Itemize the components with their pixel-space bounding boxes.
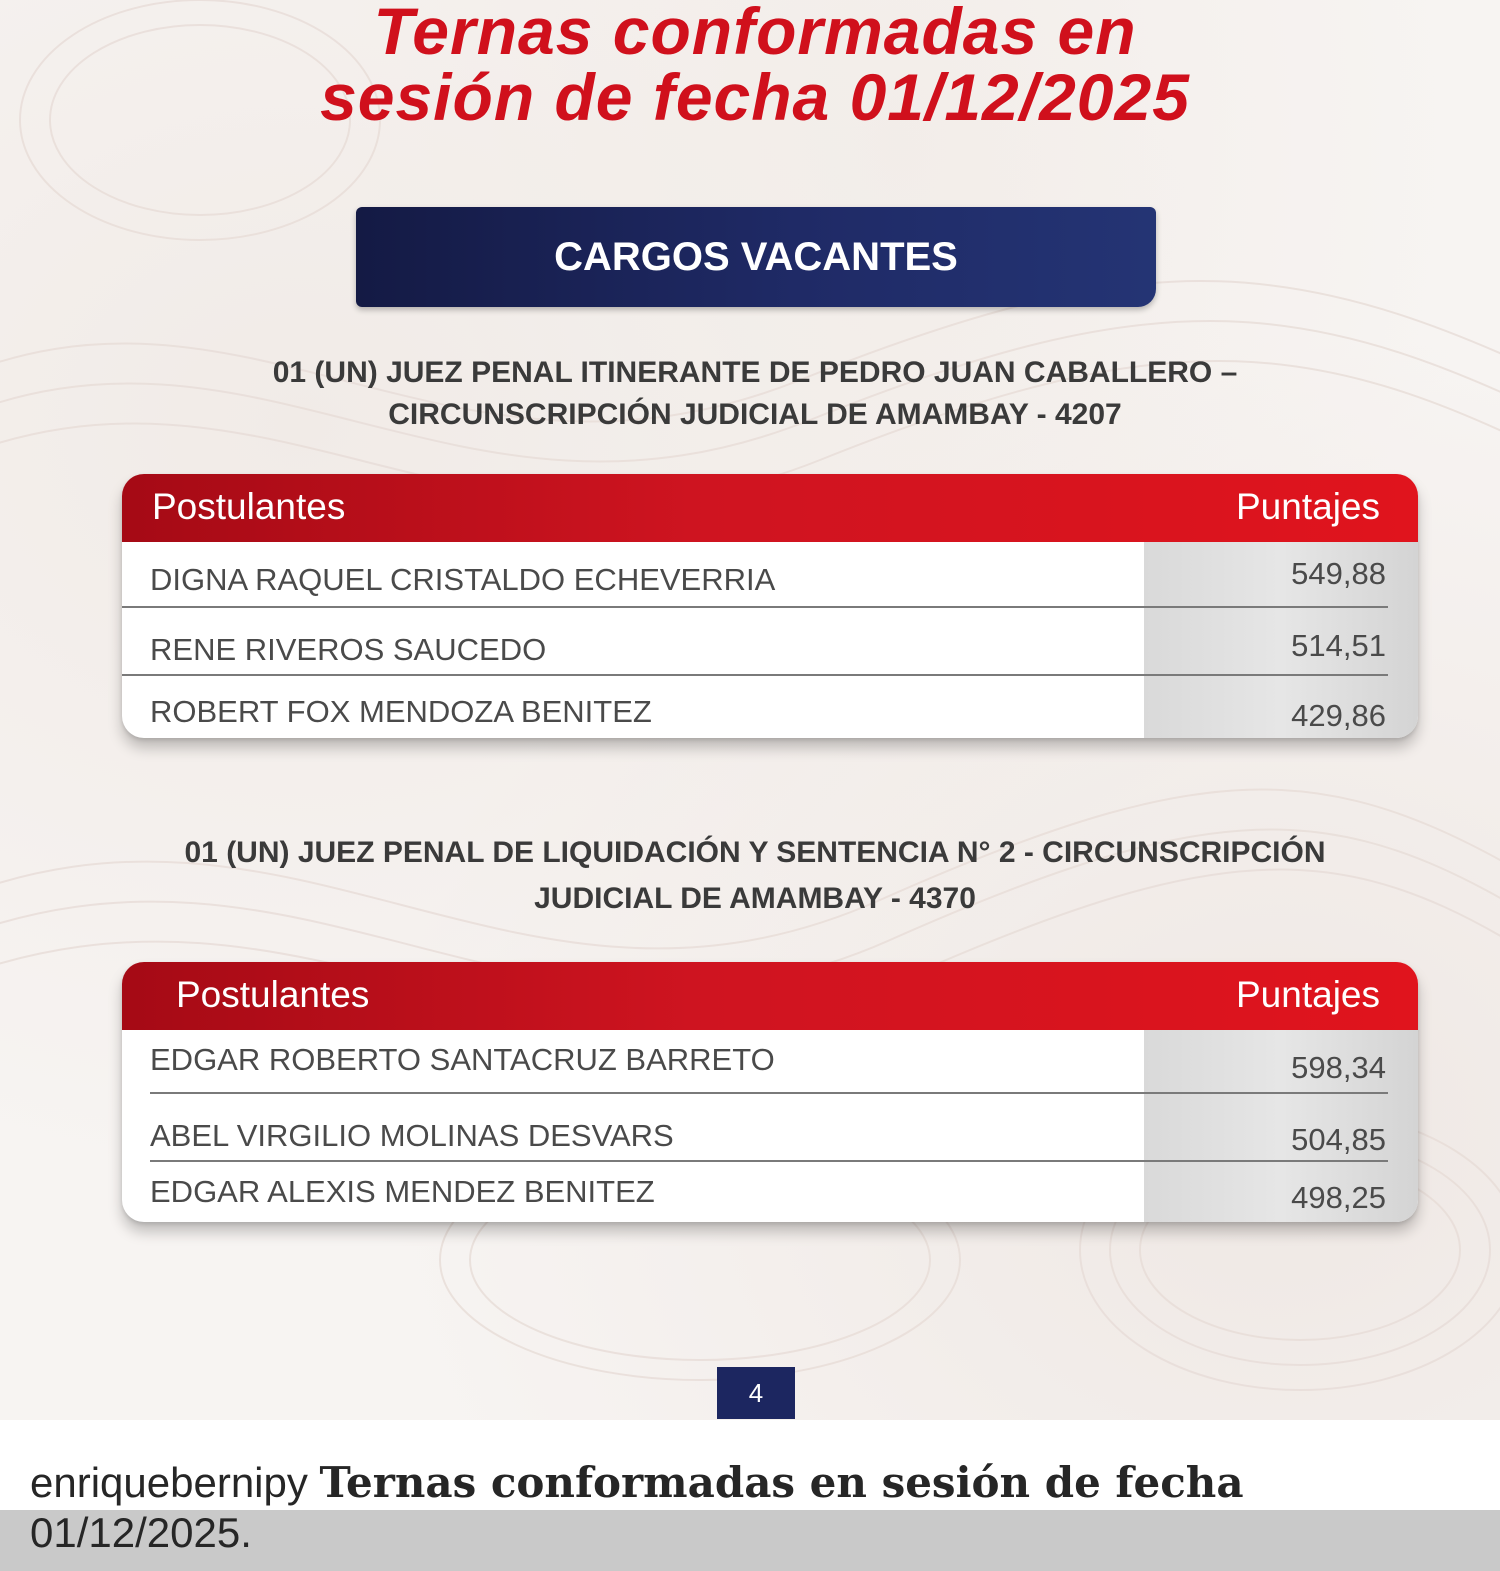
candidate-score: 514,51 bbox=[1291, 628, 1386, 663]
cargos-vacantes-banner: CARGOS VACANTES bbox=[356, 207, 1156, 307]
caption-text: Ternas conformadas en sesión de fecha bbox=[319, 1458, 1244, 1507]
header-puntajes: Puntajes bbox=[1236, 486, 1380, 527]
page-number: 4 bbox=[717, 1367, 795, 1419]
cargo-title-1-line-2: CIRCUNSCRIPCIÓN JUDICIAL DE AMAMBAY - 4207 bbox=[388, 398, 1122, 431]
cargo-title-1-line-1: 01 (UN) JUEZ PENAL ITINERANTE DE PEDRO JUAN CABALLERO – bbox=[272, 356, 1238, 389]
candidate-score: 504,85 bbox=[1291, 1122, 1386, 1157]
candidate-score: 549,88 bbox=[1291, 556, 1386, 591]
candidate-name: EDGAR ROBERTO SANTACRUZ BARRETO bbox=[150, 1042, 775, 1077]
table-row bbox=[122, 1094, 1418, 1162]
candidates-table-1 bbox=[122, 474, 1418, 738]
candidate-name: EDGAR ALEXIS MENDEZ BENITEZ bbox=[150, 1174, 655, 1209]
table-header bbox=[122, 474, 1418, 542]
header-postulantes: Postulantes bbox=[176, 974, 370, 1015]
cargo-title-1 bbox=[100, 352, 1410, 436]
header-puntajes: Puntajes bbox=[1236, 974, 1380, 1015]
table-row bbox=[122, 1162, 1418, 1222]
candidate-name: ROBERT FOX MENDOZA BENITEZ bbox=[150, 694, 652, 729]
candidates-table-2 bbox=[122, 962, 1418, 1222]
table-header bbox=[122, 962, 1418, 1030]
table-body bbox=[122, 542, 1418, 738]
candidate-score: 498,25 bbox=[1291, 1180, 1386, 1215]
post-caption bbox=[30, 1458, 1470, 1558]
caption-text-line-2: 01/12/2025. bbox=[30, 1509, 252, 1556]
table-body bbox=[122, 1030, 1418, 1222]
table-row bbox=[122, 542, 1418, 608]
title-line-1: Ternas conformadas en bbox=[373, 0, 1137, 68]
table-row bbox=[122, 608, 1418, 676]
candidate-name: RENE RIVEROS SAUCEDO bbox=[150, 632, 547, 667]
header-postulantes: Postulantes bbox=[152, 486, 346, 527]
cargo-title-2-line-1: 01 (UN) JUEZ PENAL DE LIQUIDACIÓN Y SENTENCIA N° 2 - CIRCUNSCRIPCIÓN bbox=[184, 836, 1326, 869]
cargo-title-2 bbox=[100, 830, 1410, 922]
title-line-2: sesión de fecha 01/12/2025 bbox=[320, 60, 1190, 134]
table-row bbox=[122, 676, 1418, 738]
candidate-score: 429,86 bbox=[1291, 698, 1386, 733]
page-title bbox=[0, 0, 1500, 134]
caption-username[interactable]: enriquebernipy bbox=[30, 1459, 308, 1506]
candidate-name: ABEL VIRGILIO MOLINAS DESVARS bbox=[150, 1118, 674, 1153]
cargo-title-2-line-2: JUDICIAL DE AMAMBAY - 4370 bbox=[534, 882, 976, 915]
table-row bbox=[122, 1030, 1418, 1094]
candidate-name: DIGNA RAQUEL CRISTALDO ECHEVERRIA bbox=[150, 562, 776, 597]
candidate-score: 598,34 bbox=[1291, 1050, 1386, 1085]
